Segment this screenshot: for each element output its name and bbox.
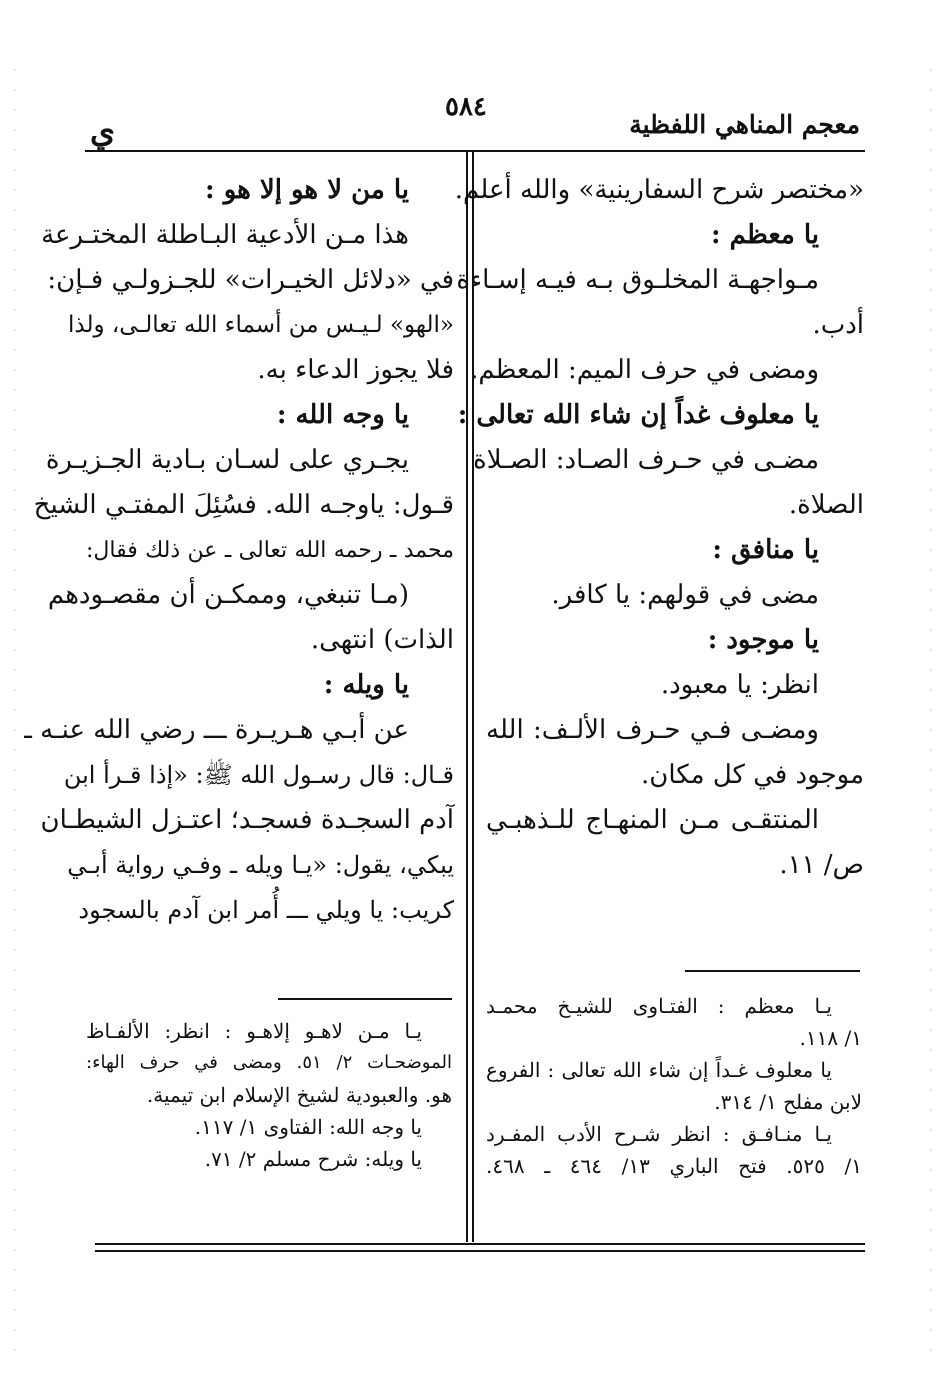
text-line: آدم السجـدة فسجـد؛ اعتـزل الشيطـان bbox=[40, 805, 454, 835]
text-line: يبكي، يقول: «يـا ويله ـ وفـي رواية أبـي bbox=[67, 851, 454, 879]
footer-rule bbox=[95, 1243, 865, 1245]
text-line: «الهو» لـيـس من أسماء الله تعالـى، ولذا bbox=[67, 312, 454, 338]
footnote-line: يـا معظم : الفتـاوى للشيـخ محمـد bbox=[486, 994, 832, 1018]
footnote-rule bbox=[685, 970, 860, 972]
text-line: قـال: قال رسـول الله ﷺ: «إذا قـرأ ابن bbox=[63, 761, 454, 789]
text-line: موجود في كل مكان. bbox=[641, 760, 864, 790]
page-header bbox=[90, 92, 860, 150]
section-letter: ي bbox=[90, 112, 116, 150]
text-line: ومضـى فـي حـرف الألـف: الله bbox=[486, 715, 819, 745]
text-line: «مختصر شرح السفارينية» والله أعلم. bbox=[454, 175, 864, 205]
text-line: يجـري على لسـان بـادية الجـزيـرة bbox=[45, 445, 409, 475]
text-line: كريب: يا ويلي ـــ أُمر ابن آدم بالسجود bbox=[78, 896, 454, 924]
footnotes-left bbox=[86, 1015, 452, 1175]
text-line: محمد ـ رحمه الله تعالى ـ عن ذلك فقال: bbox=[86, 538, 454, 563]
footnote-line: ١/ ٥٢٥. فتح الباري ١٣/ ٤٦٤ ـ ٤٦٨. bbox=[486, 1154, 863, 1178]
book-title: معجم المناهي اللفظية bbox=[629, 110, 860, 139]
left-column bbox=[24, 168, 454, 933]
right-column bbox=[454, 168, 864, 888]
entry-heading: يا وجه الله : bbox=[276, 400, 409, 430]
text-line: (مـا تنبغي، وممكـن أن مقصـودهم bbox=[47, 580, 409, 610]
margin-dots-right bbox=[916, 60, 946, 1360]
entry-heading: يا موجود : bbox=[707, 625, 819, 655]
column-divider bbox=[466, 152, 468, 1242]
footnote-line: هو. والعبودية لشيخ الإسلام ابن تيمية. bbox=[146, 1083, 452, 1107]
entry-heading: يا من لا هو إلا هو : bbox=[205, 175, 409, 205]
text-line: أدب. bbox=[812, 310, 864, 340]
text-line: الذات) انتهى. bbox=[310, 625, 454, 655]
text-line: مـواجهـة المخلـوق بـه فيـه إسـاءة bbox=[456, 265, 819, 295]
footnote-line: ١/ ١١٨. bbox=[799, 1026, 862, 1050]
entry-heading: يا ويله : bbox=[323, 670, 409, 700]
footnote-line: يا معلوف غـداً إن شاء الله تعالى : الفروع bbox=[486, 1058, 832, 1082]
header-rule bbox=[85, 150, 865, 152]
entry-heading: يا منافق : bbox=[712, 535, 819, 565]
text-line: فلا يجوز الدعاء به. bbox=[257, 355, 454, 385]
text-line: ص/ ١١. bbox=[779, 850, 864, 880]
text-line: المنتقـى مـن المنهـاج للـذهبـي bbox=[486, 805, 819, 835]
footnote-line: يـا مـن لاهـو إلاهـو : انظر: الألفـاظ bbox=[86, 1019, 422, 1043]
text-line: مضى في قولهم: يا كافر. bbox=[551, 580, 819, 610]
column-divider bbox=[472, 152, 474, 1242]
footnotes-right bbox=[486, 990, 862, 1182]
text-line: انظر: يا معبود. bbox=[660, 670, 819, 700]
footnote-line: يا وجه الله: الفتاوى ١/ ١١٧. bbox=[194, 1115, 422, 1139]
text-line: في «دلائل الخيـرات» للجـزولـي فـإن: bbox=[47, 265, 454, 295]
text-line: الصلاة. bbox=[788, 490, 864, 520]
entry-heading: يا معظم : bbox=[711, 220, 819, 250]
text-line: مضـى في حـرف الصـاد: الصـلاة bbox=[473, 445, 819, 475]
footnote-line: لابن مفلح ١/ ٣١٤. bbox=[714, 1090, 862, 1114]
text-line: قـول: ياوجـه الله. فسُئِلَ المفتـي الشيخ bbox=[33, 490, 454, 520]
page-number: ٥٨٤ bbox=[445, 92, 487, 122]
footnote-rule bbox=[278, 998, 452, 1000]
text-line: ومضى في حرف الميم: المعظم. bbox=[470, 355, 819, 385]
footnote-line: يا ويله: شرح مسلم ٢/ ٧١. bbox=[204, 1147, 422, 1171]
entry-heading: يا معلوف غداً إن شاء الله تعالى : bbox=[457, 400, 819, 430]
text-line: عن أبـي هـريـرة ـــ رضي الله عنـه ـ bbox=[24, 715, 409, 745]
text-line: هذا مـن الأدعية البـاطلة المختـرعة bbox=[41, 220, 409, 250]
footnote-line: يـا منـافـق : انظر شـرح الأدب المفـرد bbox=[486, 1122, 832, 1146]
footnote-line: الموضحـات ٢/ ٥١. ومضى في حرف الهاء: bbox=[86, 1052, 452, 1073]
footer-rule bbox=[95, 1250, 865, 1252]
